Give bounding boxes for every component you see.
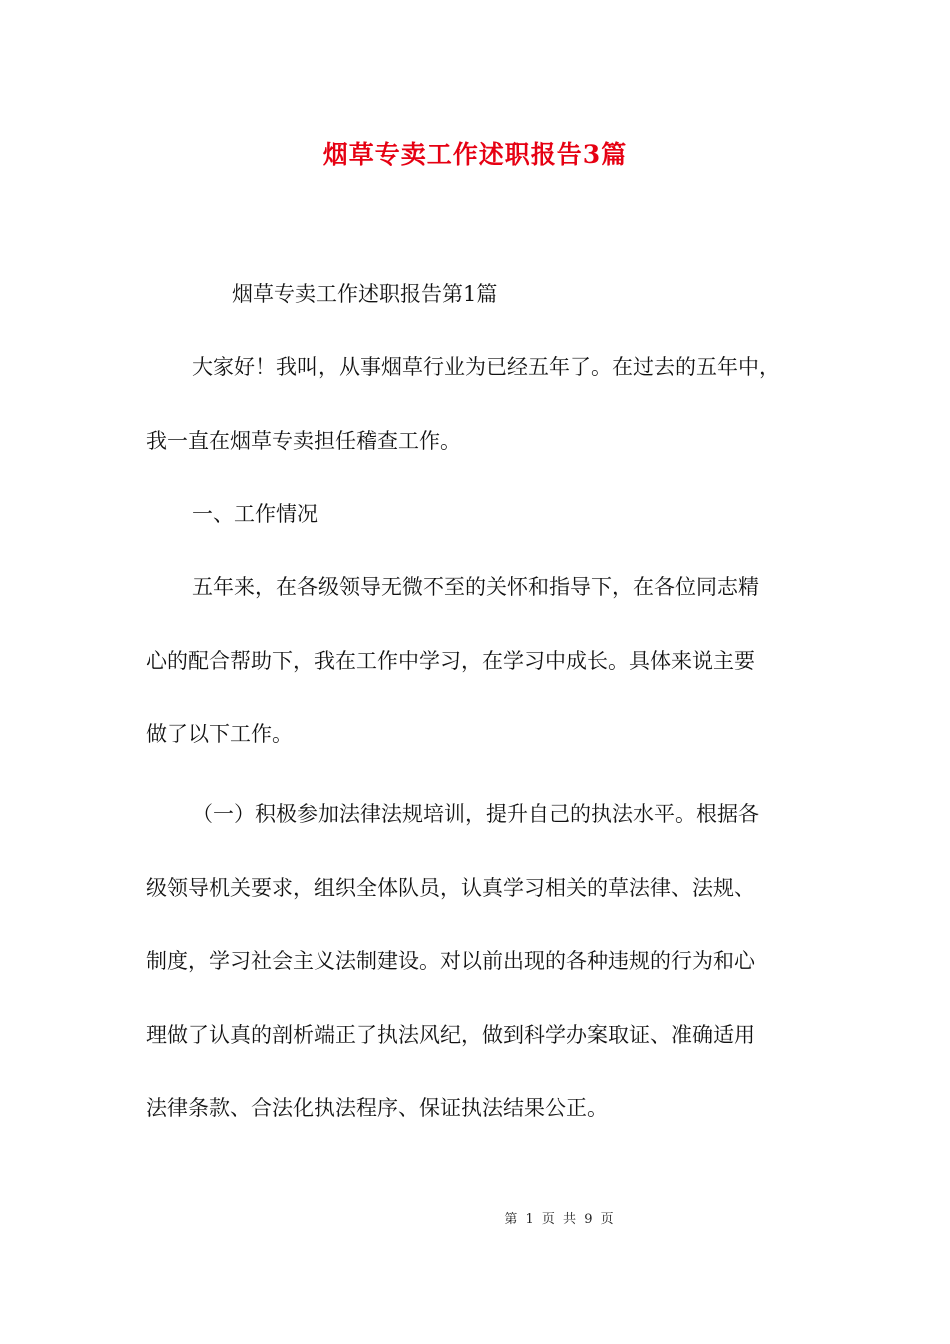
page-footer: 第 1 页 共 9 页	[504, 1212, 616, 1227]
paragraph-line: （一）积极参加法律法规培训，提升自己的执法水平。根据各	[192, 802, 759, 826]
paragraph-five-years	[146, 551, 826, 772]
paragraph-line: 做了以下工作。	[146, 722, 293, 746]
paragraph-line: 五年来，在各级领导无微不至的关怀和指导下，在各位同志精	[192, 575, 759, 599]
paragraph-line: 我一直在烟草专卖担任稽查工作。	[146, 428, 461, 453]
paragraph-line: 理做了认真的剖析端正了执法风纪，做到科学办案取证、准确适用	[146, 1022, 755, 1047]
paragraph-training	[146, 778, 826, 1146]
paragraph-line: 心的配合帮助下，我在工作中学习，在学习中成长。具体来说主要	[146, 648, 755, 673]
paragraph-line: 一、工作情况	[192, 502, 318, 526]
document-title: 烟草专卖工作述职报告3篇	[322, 140, 628, 169]
paragraph-line: 法律条款、合法化执法程序、保证执法结果公正。	[146, 1096, 608, 1120]
section-subtitle: 烟草专卖工作述职报告第1篇	[232, 282, 498, 306]
section-heading-work-status	[146, 478, 826, 552]
paragraph-line: 大家好！我叫，从事烟草行业为已经五年了。在过去的五年中，	[192, 355, 780, 379]
paragraph-line: 制度，学习社会主义法制建设。对以前出现的各种违规的行为和心	[146, 949, 755, 973]
paragraph-line: 级领导机关要求，组织全体队员，认真学习相关的草法律、法规、	[146, 875, 755, 900]
paragraph-greeting	[146, 331, 826, 478]
